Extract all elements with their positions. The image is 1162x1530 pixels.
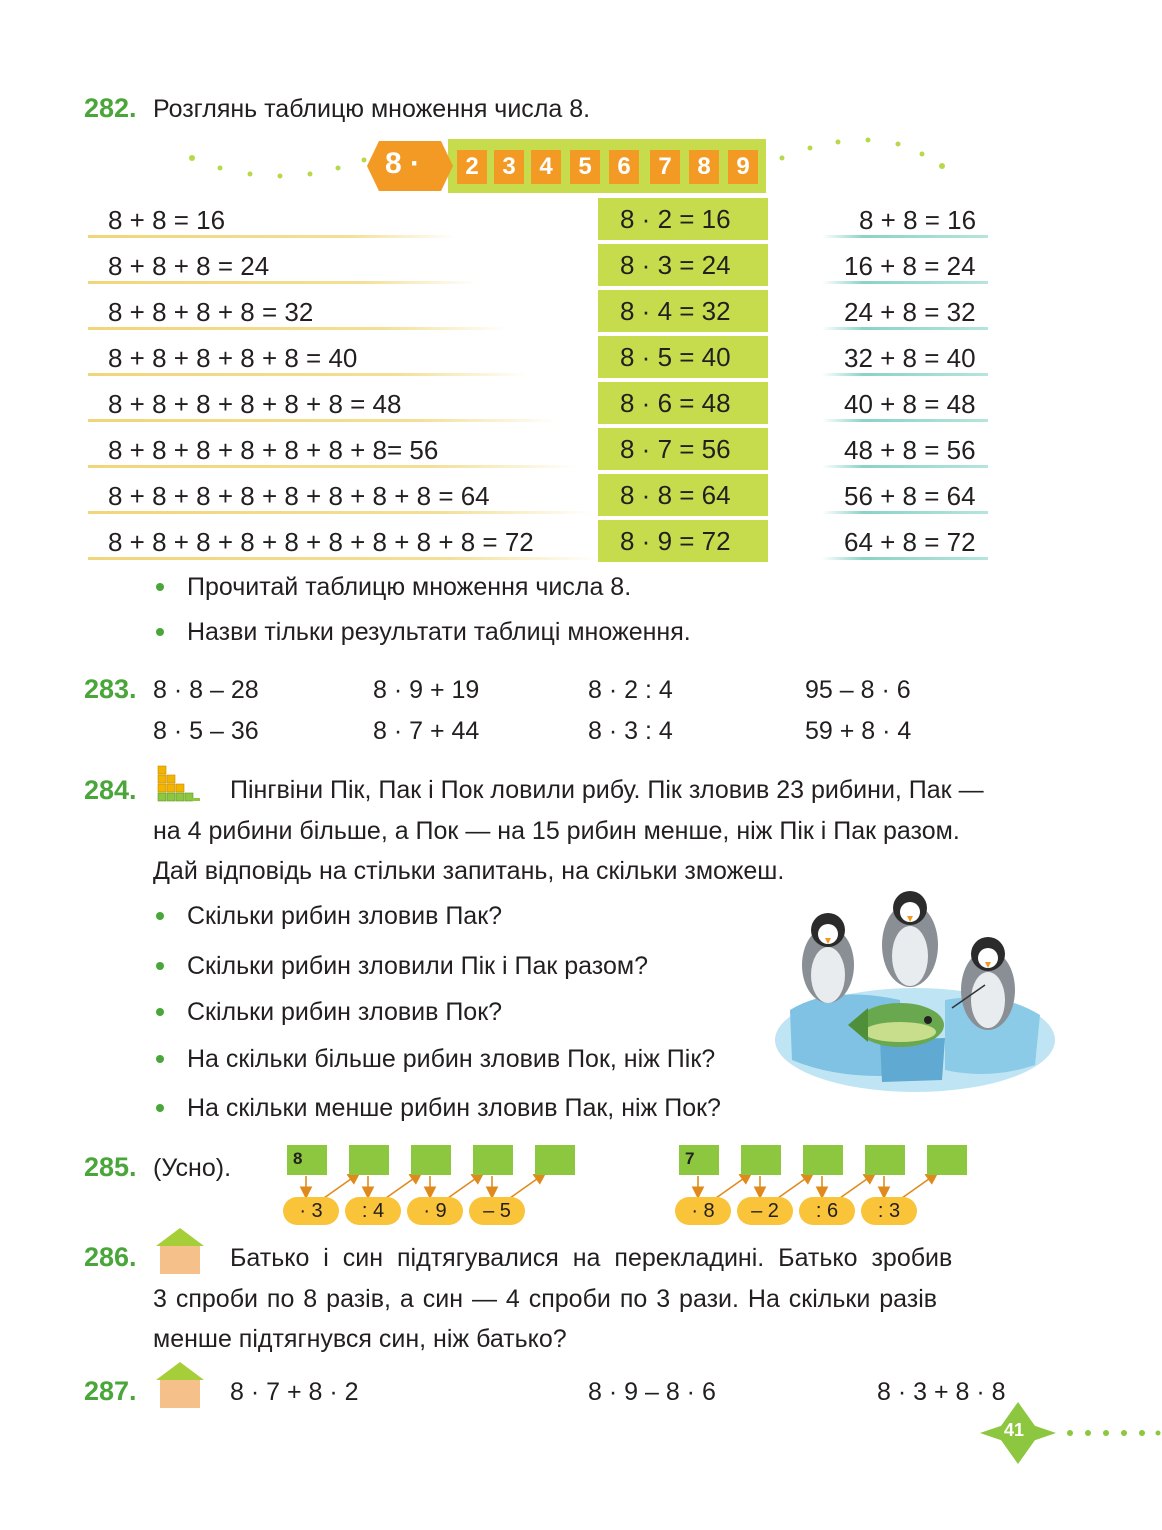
- row-underline: [88, 511, 593, 514]
- row-underline: [822, 557, 988, 560]
- blocks-icon: [156, 764, 202, 804]
- row-underline: [822, 327, 988, 330]
- decorative-dots-left: [180, 140, 380, 190]
- page-number: 41: [1004, 1420, 1025, 1440]
- operation-oval: · 3: [283, 1197, 339, 1225]
- problem-line: Батько і син підтягувалися на перекладині. Батько зробив: [230, 1244, 953, 1272]
- problem-line: 3 спроби по 8 разів, а син — 4 спроби по 3 рази. На скільки разів: [153, 1285, 938, 1313]
- expression: 8 · 8 – 28: [153, 676, 259, 704]
- bullet: [156, 1055, 164, 1063]
- addition-row: 8 + 8 + 8 + 8 + 8 + 8 + 8 + 8 = 64: [108, 481, 490, 511]
- exercise-number-286: 286.: [84, 1242, 137, 1272]
- expression: 8 · 7 + 8 · 2: [230, 1378, 359, 1406]
- expression: 8 · 9 – 8 · 6: [588, 1378, 716, 1406]
- multiplier-3: 3: [494, 150, 524, 184]
- answer-box[interactable]: [865, 1145, 905, 1175]
- product-cell: [598, 244, 768, 286]
- product-text: 8 · 6 = 48: [620, 388, 731, 418]
- chain-start-box: [287, 1145, 327, 1175]
- row-underline: [88, 373, 528, 376]
- addition-row: 8 + 8 + 8 + 8 + 8 + 8 + 8= 56: [108, 435, 439, 465]
- addition-row: 8 + 8 + 8 + 8 + 8 + 8 + 8 + 8 + 8 = 72: [108, 527, 534, 557]
- product-cell: [598, 198, 768, 240]
- exercise-title-282: Розглянь таблицю множення числа 8.: [153, 95, 591, 123]
- product-text: 8 · 8 = 64: [620, 480, 731, 510]
- sum-row: 8 + 8 = 16: [859, 205, 977, 235]
- row-underline: [822, 511, 988, 514]
- answer-box[interactable]: [803, 1145, 843, 1175]
- row-underline: [88, 281, 478, 284]
- answer-box[interactable]: [535, 1145, 575, 1175]
- product-text: 8 · 9 = 72: [620, 526, 731, 556]
- row-underline: [822, 465, 988, 468]
- bullet-text: Назви тільки результати таблиці множення.: [187, 618, 691, 646]
- chain-start-box: [679, 1145, 719, 1175]
- bullet: [156, 962, 164, 970]
- answer-box[interactable]: [927, 1145, 967, 1175]
- product-cell: [598, 474, 768, 516]
- sum-row: 40 + 8 = 48: [844, 389, 976, 419]
- exercise-number-282: 282.: [84, 93, 137, 123]
- bullet: [156, 628, 164, 636]
- exercise-number-283: 283.: [84, 674, 137, 704]
- multiplier-9: 9: [728, 150, 758, 184]
- bullet: [156, 1008, 164, 1016]
- sum-row: 56 + 8 = 64: [844, 481, 976, 511]
- product-text: 8 · 3 = 24: [620, 250, 731, 280]
- question-text: Скільки рибин зловив Пак?: [187, 902, 503, 930]
- product-text: 8 · 7 = 56: [620, 434, 731, 464]
- expression: 8 · 9 + 19: [373, 676, 480, 704]
- problem-line: Дай відповідь на стільки запитань, на скільки зможеш.: [153, 857, 785, 885]
- problem-line: Пінгвіни Пік, Пак і Пок ловили рибу. Пік зловив 23 рибини, Пак —: [230, 776, 984, 804]
- answer-box[interactable]: [473, 1145, 513, 1175]
- decorative-dots-right: [770, 130, 960, 180]
- question-text: На скільки більше рибин зловив Пок, ніж Пік?: [187, 1045, 716, 1073]
- answer-box[interactable]: [411, 1145, 451, 1175]
- product-text: 8 · 2 = 16: [620, 204, 731, 234]
- row-underline: [822, 235, 988, 238]
- sum-row: 16 + 8 = 24: [844, 251, 976, 281]
- exercise-number-284: 284.: [84, 775, 137, 805]
- expression: 8 · 5 – 36: [153, 717, 259, 745]
- chain-start-value: 7: [685, 1149, 695, 1168]
- answer-box[interactable]: [741, 1145, 781, 1175]
- house-icon: [154, 1226, 206, 1276]
- exercise-label-285: (Усно).: [153, 1154, 232, 1182]
- product-cell: [598, 290, 768, 332]
- exercise-number-287: 287.: [84, 1376, 137, 1406]
- bullet: [156, 583, 164, 591]
- row-underline: [88, 557, 598, 560]
- product-text: 8 · 4 = 32: [620, 296, 731, 326]
- addition-row: 8 + 8 + 8 + 8 + 8 = 40: [108, 343, 358, 373]
- row-underline: [822, 281, 988, 284]
- product-text: 8 · 5 = 40: [620, 342, 731, 372]
- multiplier-2: 2: [457, 150, 487, 184]
- sum-row: 24 + 8 = 32: [844, 297, 976, 327]
- addition-row: 8 + 8 + 8 = 24: [108, 251, 270, 281]
- operation-oval: · 8: [675, 1197, 731, 1225]
- multiplier-5: 5: [570, 150, 600, 184]
- chain-start-value: 8: [293, 1149, 303, 1168]
- problem-line: менше підтягнувся син, ніж батько?: [153, 1325, 567, 1353]
- operation-oval: : 4: [345, 1197, 401, 1225]
- product-cell: [598, 382, 768, 424]
- expression: 8 · 3 + 8 · 8: [877, 1378, 1006, 1406]
- operation-oval: – 5: [469, 1197, 525, 1225]
- expression: 8 · 3 : 4: [588, 717, 673, 745]
- bullet-text: Прочитай таблицю множення числа 8.: [187, 573, 632, 601]
- row-underline: [88, 419, 558, 422]
- badge-label: 8 ·: [385, 147, 421, 180]
- bullet: [156, 1104, 164, 1112]
- expression: 95 – 8 · 6: [805, 676, 911, 704]
- expression: 59 + 8 · 4: [805, 717, 912, 745]
- addition-row: 8 + 8 + 8 + 8 + 8 + 8 = 48: [108, 389, 402, 419]
- row-underline: [822, 419, 988, 422]
- question-text: Скільки рибин зловили Пік і Пак разом?: [187, 952, 648, 980]
- addition-row: 8 + 8 = 16: [108, 205, 226, 235]
- row-underline: [88, 235, 458, 238]
- problem-line: на 4 рибини більше, а Пок — на 15 рибин менше, ніж Пік і Пак разом.: [153, 817, 960, 845]
- sum-row: 32 + 8 = 40: [844, 343, 976, 373]
- multiplier-4: 4: [531, 150, 561, 184]
- expression: 8 · 2 : 4: [588, 676, 673, 704]
- product-cell: [598, 428, 768, 470]
- operation-oval: – 2: [737, 1197, 793, 1225]
- product-cell: [598, 520, 768, 562]
- row-underline: [88, 327, 508, 330]
- operation-oval: : 3: [861, 1197, 917, 1225]
- operation-oval: · 9: [407, 1197, 463, 1225]
- row-underline: [822, 373, 988, 376]
- sum-row: 64 + 8 = 72: [844, 527, 976, 557]
- answer-box[interactable]: [349, 1145, 389, 1175]
- expression: 8 · 7 + 44: [373, 717, 480, 745]
- question-text: На скільки менше рибин зловив Пак, ніж Пок?: [187, 1094, 721, 1122]
- bullet: [156, 912, 164, 920]
- exercise-number-285: 285.: [84, 1152, 137, 1182]
- multiplier-8: 8: [689, 150, 719, 184]
- product-cell: [598, 336, 768, 378]
- multiplier-6: 6: [609, 150, 639, 184]
- house-icon: [154, 1360, 206, 1410]
- question-text: Скільки рибин зловив Пок?: [187, 998, 503, 1026]
- operation-oval: : 6: [799, 1197, 855, 1225]
- addition-row: 8 + 8 + 8 + 8 = 32: [108, 297, 314, 327]
- row-underline: [88, 465, 578, 468]
- sum-row: 48 + 8 = 56: [844, 435, 976, 465]
- multiplier-7: 7: [650, 150, 680, 184]
- penguins-illustration: [770, 890, 1060, 1100]
